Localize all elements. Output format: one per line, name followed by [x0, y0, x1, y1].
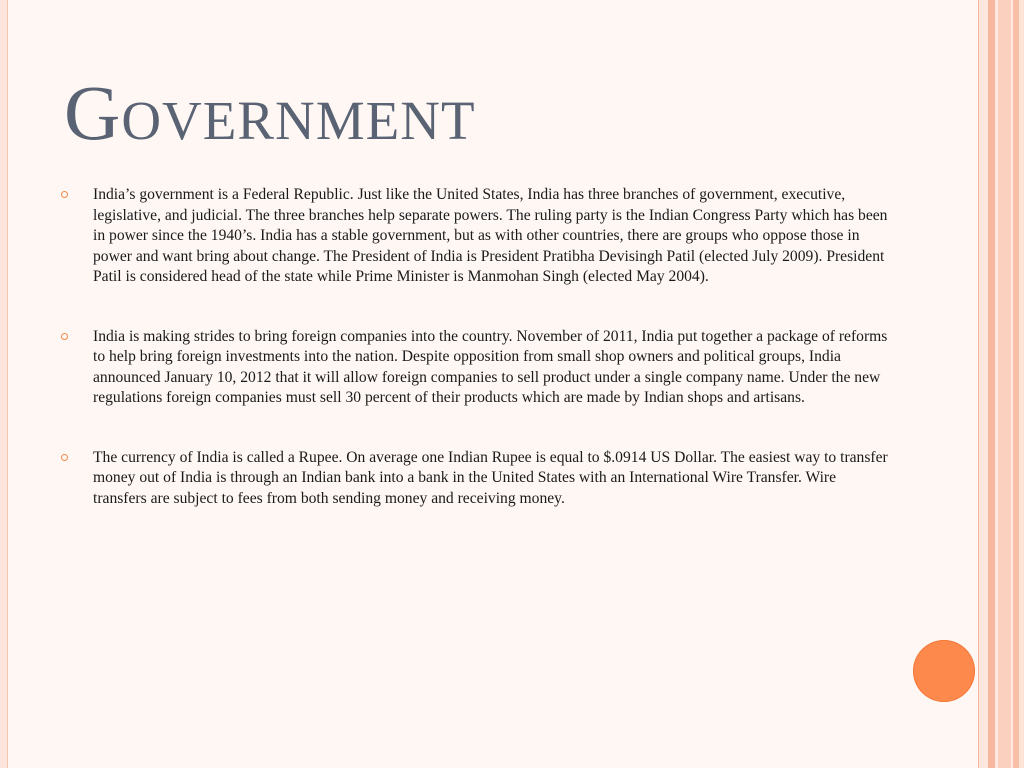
bullet-circle-icon	[61, 454, 68, 461]
accent-circle-decoration	[913, 640, 975, 702]
bullet-item-foreign-companies	[60, 327, 890, 409]
bullet-item-currency	[60, 448, 890, 510]
bullet-text: India’s government is a Federal Republic. Just like the United States, India has three branches of government, executive, legislative, and judicial. The three branches help separate powers. The ruling party is the Indian Congress Party which has been in power since the 1940’s. India has a stable government, but as with other countries, there are groups who oppose those in power and want bring about change. The President of India is President Pratibha Devisingh Patil (elected July 2009). President Patil is considered head of the state while Prime Minister is Manmohan Singh (elected May 2004).	[93, 186, 888, 285]
bullet-text: The currency of India is called a Rupee. On average one Indian Rupee is equal to $.0914 US Dollar. The easiest way to transfer money out of India is through an Indian bank into a bank in the United States with an International Wire Transfer. Wire transfers are subject to fees from both sending money and receiving money.	[93, 448, 888, 507]
bullet-list	[60, 185, 890, 509]
right-border-decoration	[978, 0, 1024, 768]
left-border-decoration	[0, 0, 8, 768]
bullet-circle-icon	[61, 191, 68, 198]
bullet-circle-icon	[61, 333, 68, 340]
bullet-text: India is making strides to bring foreign companies into the country. November of 2011, India put together a package of reforms to help bring foreign investments into the nation. Despite opposition from small shop owners and political groups, India announced January 10, 2012 that it will allow foreign companies to sell product under a single company name. Under the new regulations foreign companies must sell 30 percent of their products which are made by Indian shops and artisans.	[93, 327, 888, 406]
bullet-item-government	[60, 185, 890, 288]
slide-title: Government	[64, 69, 476, 156]
